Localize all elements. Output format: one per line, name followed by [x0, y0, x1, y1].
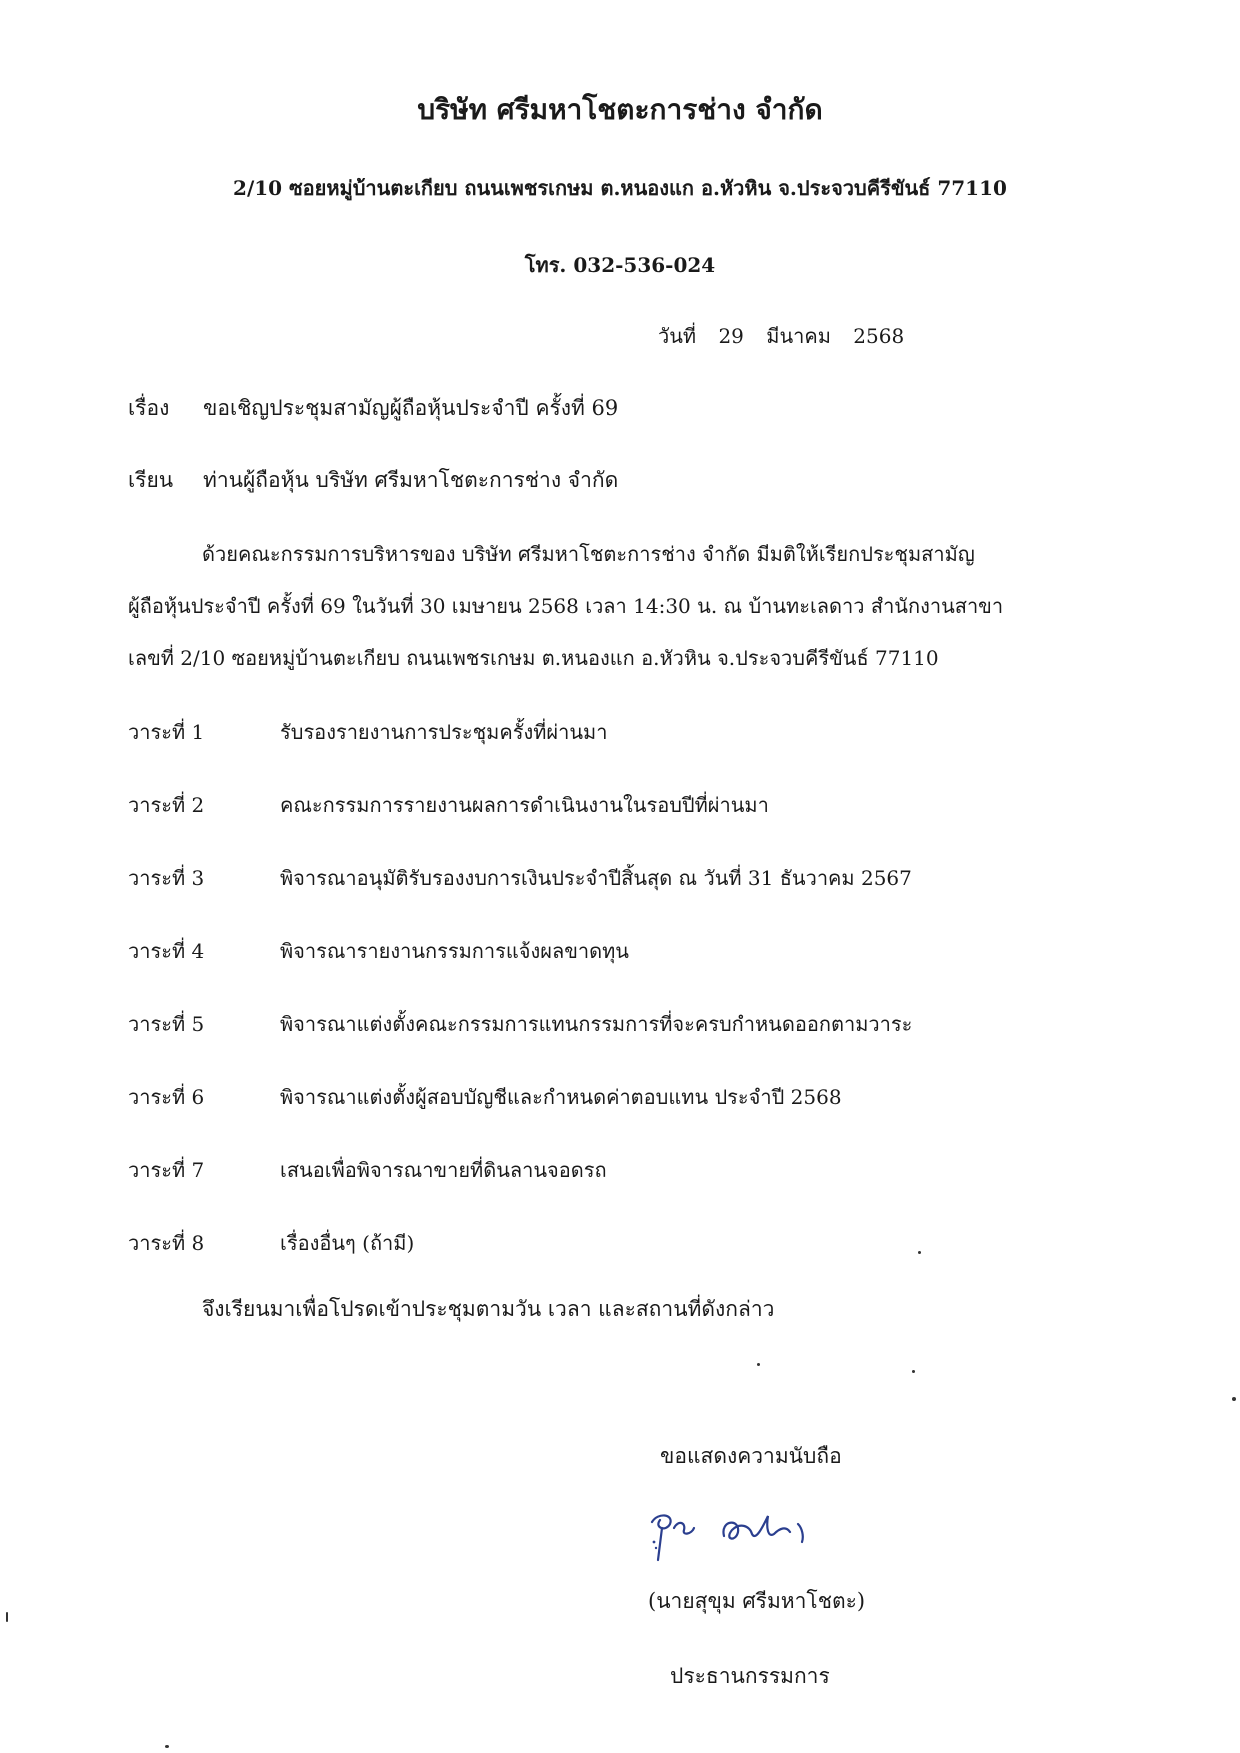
date-month: มีนาคม [766, 324, 831, 348]
signatory-name: (นายสุขุม ศรีมหาโชตะ) [648, 1589, 866, 1613]
scan-speck [912, 1370, 915, 1373]
date-prefix: วันที่ [658, 324, 697, 348]
agenda-text-2: คณะกรรมการรายงานผลการดำเนินงานในรอบปีที่ผ่านมา [280, 793, 769, 817]
agenda-text-7: เสนอเพื่อพิจารณาขายที่ดินลานจอดรถ [280, 1158, 607, 1182]
body-line-2: ผู้ถือหุ้นประจำปี ครั้งที่ 69 ในวันที่ 30 เมษายน 2568 เวลา 14:30 น. ณ บ้านทะเลดาว สำนักงานสาขา [128, 594, 1004, 618]
agenda-text-6: พิจารณาแต่งตั้งผู้สอบบัญชีและกำหนดค่าตอบแทน ประจำปี 2568 [280, 1085, 842, 1109]
agenda-label-1: วาระที่ 1 [128, 720, 205, 744]
date-day: 29 [718, 324, 744, 348]
signature-image [640, 1498, 850, 1568]
body-line-3: เลขที่ 2/10 ซอยหมู่บ้านตะเกียบ ถนนเพชรเกษม ต.หนองแก อ.หัวหิน จ.ประจวบคีรีขันธ์ 77110 [128, 646, 939, 670]
company-address: 2/10 ซอยหมู่บ้านตะเกียบ ถนนเพชรเกษม ต.หนองแก อ.หัวหิน จ.ประจวบคีรีขันธ์ 77110 [233, 176, 1007, 200]
regards-text: ขอแสดงความนับถือ [660, 1444, 842, 1468]
agenda-text-8: เรื่องอื่นๆ (ถ้ามี) [280, 1231, 415, 1255]
body-line-1: ด้วยคณะกรรมการบริหารของ บริษัท ศรีมหาโชตะการช่าง จำกัด มีมติให้เรียกประชุมสามัญ [202, 542, 975, 566]
subject-label: เรื่อง [128, 396, 170, 420]
date-year: 2568 [853, 324, 905, 348]
signatory-position: ประธานกรรมการ [670, 1664, 830, 1688]
scan-speck [757, 1363, 760, 1366]
scan-speck [918, 1251, 921, 1254]
agenda-label-4: วาระที่ 4 [128, 939, 205, 963]
letter-date [658, 320, 920, 352]
agenda-label-2: วาระที่ 2 [128, 793, 205, 817]
scan-speck [1232, 1397, 1236, 1401]
recipient-label: เรียน [128, 468, 174, 492]
agenda-text-5: พิจารณาแต่งตั้งคณะกรรมการแทนกรรมการที่จะครบกำหนดออกตามวาระ [280, 1012, 913, 1036]
agenda-label-7: วาระที่ 7 [128, 1158, 205, 1182]
closing-sentence: จึงเรียนมาเพื่อโปรดเข้าประชุมตามวัน เวลา และสถานที่ดังกล่าว [202, 1297, 775, 1321]
company-phone: โทร. 032-536-024 [524, 253, 716, 277]
subject-text: ขอเชิญประชุมสามัญผู้ถือหุ้นประจำปี ครั้งที่ 69 [203, 396, 619, 420]
company-name: บริษัท ศรีมหาโชตะการช่าง จำกัด [417, 93, 823, 126]
agenda-text-1: รับรองรายงานการประชุมครั้งที่ผ่านมา [280, 720, 608, 744]
recipient-text: ท่านผู้ถือหุ้น บริษัท ศรีมหาโชตะการช่าง จำกัด [203, 468, 619, 492]
agenda-label-5: วาระที่ 5 [128, 1012, 205, 1036]
agenda-text-4: พิจารณารายงานกรรมการแจ้งผลขาดทุน [280, 939, 629, 963]
agenda-label-3: วาระที่ 3 [128, 866, 205, 890]
agenda-text-3: พิจารณาอนุมัติรับรองงบการเงินประจำปีสิ้นสุด ณ วันที่ 31 ธันวาคม 2567 [280, 866, 912, 890]
scan-speck [165, 1745, 169, 1748]
agenda-label-6: วาระที่ 6 [128, 1085, 205, 1109]
scan-speck [6, 1612, 8, 1622]
agenda-label-8: วาระที่ 8 [128, 1231, 205, 1255]
